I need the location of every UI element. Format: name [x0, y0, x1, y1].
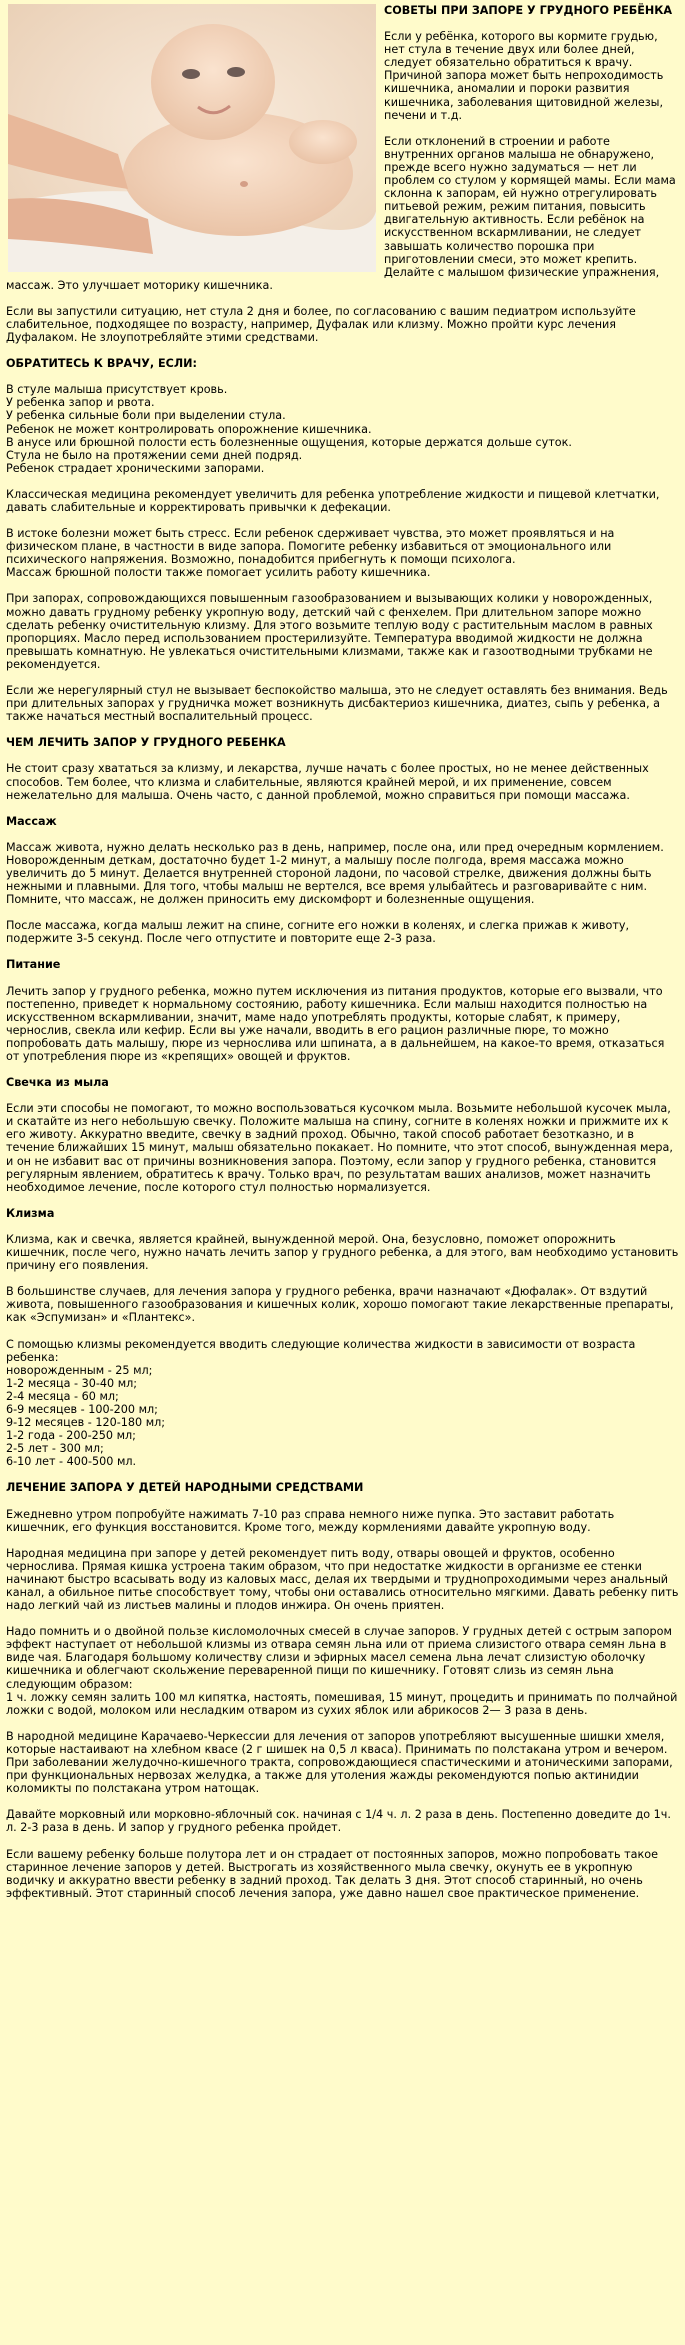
- list-item: Ребенок страдает хроническими запорами.: [6, 461, 265, 475]
- doctor-list: [6, 383, 679, 475]
- baby-photo: [8, 4, 376, 272]
- nutrition-heading: Питание: [6, 958, 61, 972]
- intro-paragraph-2: Если отклонений в строении и работе внутренних органов малыша не обнаружено, прежде всего нужно задуматься — нет ли проблем со стулом у кормящей мамы. Если мама склонна к запорам, ей нужно отрегулировать питьевой режим, режим питания, повысить двигательную активность. Если ребёнок на искусственном вскармливании, не следует завышать количество порошка при приготовлении смеси, это может крепить.: [384, 134, 676, 266]
- intro-paragraph-1: Если у ребёнка, которого вы кормите грудью, нет стула в течение двух или более дней, следует обязательно обратиться к врачу. Причиной запора может быть непроходимость кишечника, аномалии и пороки развития кишечника, заболевания щитовидной железы, печени и т.д.: [384, 30, 664, 122]
- soap-heading: Свечка из мыла: [6, 1076, 109, 1090]
- list-item: У ребенка сильные боли при выделении стула.: [6, 409, 286, 423]
- list-item: У ребенка запор и рвота.: [6, 396, 155, 410]
- doctor-paragraph-4: Если же нерегулярный стул не вызывает беспокойство малыша, это не следует оставлять без внимания. Ведь при длительных запорах у грудничка может возникнуть дисбактериоз кишечника, диатез, сыпь у ребенка, а также начаться местный воспалительный процесс.: [6, 684, 668, 724]
- massage-paragraph-1: Массаж живота, нужно делать несколько раз в день, например, после она, или пред очередным кормлением. Новорожденным деткам, достаточно будет 1-2 минут, а малышу после полгода, время массажа можно увеличить до 5 минут. Делается внутренней стороной ладони, по часовой стрелке, движения должны быть нежными и плавными. Для того, чтобы малыш не вертелся, все время улыбайтесь и разговаривайте с ним. Помните, что массаж, не должен приносить ему дискомфорт и болезненные ощущения.: [6, 840, 664, 907]
- folk-paragraph-2: Народная медицина при запоре у детей рекомендует пить воду, отвары овощей и фруктов, особенно чернослива. Прямая кишка устроена таким образом, что при недостатке жидкости в организме ее стенки начинают быстро всасывать воду из каловых масс, делая их твердыми и труднопроходимыми через анальный канал, а обильное питье способствует тому, чтобы они оставались относительно мягкими. Давать ребенку пить надо легкий чай из листьев малины и плодов инжира. Он очень приятен.: [6, 1546, 679, 1613]
- page-title: СОВЕТЫ ПРИ ЗАПОРЕ У ГРУДНОГО РЕБЁНКА: [384, 4, 673, 17]
- enema-paragraph-2: В большинстве случаев, для лечения запора у грудного ребенка, врачи назначают «Дюфалак». От вздутий живота, повышенного газообразования и кишечных колик, хорошо помогают такие лекарственные препараты, как «Эспумизан» и «Плантекс».: [6, 1285, 674, 1325]
- massage-paragraph-2: После массажа, когда малыш лежит на спине, согните его ножки в коленях, и слегка прижав к животу, подержите 3-5 секунд. После чего отпустите и повторите еще 2-3 раза.: [6, 919, 630, 946]
- list-item: 2-5 лет - 300 мл;: [6, 1442, 104, 1456]
- treat-paragraph-1: Не стоит сразу хвататься за клизму, и лекарства, лучше начать с более простых, но не менее действенных способов. Тем более, что клизма и слабительные, являются крайней мерой, и их применение, совсем нежелательно для малыша. Очень часто, с данной проблемой, можно справиться при помощи массажа.: [6, 762, 649, 802]
- list-item: В стуле малыша присутствует кровь.: [6, 383, 228, 397]
- list-item: 1-2 года - 200-250 мл;: [6, 1429, 136, 1443]
- baby-illustration: [8, 4, 376, 272]
- list-item: 6-9 месяцев - 100-200 мл;: [6, 1402, 158, 1416]
- nutrition-paragraph-1: Лечить запор у грудного ребенка, можно путем исключения из питания продуктов, которые его вызвали, что постепенно, приведет к нормальному состоянию, работу кишечника. Если малыш находится полностью на искусственном вскармливании, значит, маме надо употреблять продукты, которые слабят, к примеру, чернослив, свекла или кефир. Если вы уже начали, вводить в его рацион различные пюре, то можно попробовать дать малышу, пюре из чернослива или шпината, а в дальнейшем, на какое-то время, отказаться от употребления пюре из «крепящих» овощей и фруктов.: [6, 984, 665, 1063]
- intro-paragraph-4: Если вы запустили ситуацию, нет стула 2 дня и более, по согласованию с вашим педиатром используйте слабительное, подходящее по возрасту, например, Дуфалак или клизму. Можно пройти курс лечения Дуфалаком. Не злоупотребляйте этими средствами.: [6, 304, 636, 345]
- folk-paragraph-4b: При заболевании желудочно-кишечного тракта, сопровождающиеся спастическими и атоническими запорами, при функциональных нервозах желудка, а также для утоления жажды рекомендуются попью актинидии коломикты по полстакана утром натощак.: [6, 1756, 673, 1796]
- folk-paragraph-5: Давайте морковный или морковно-яблочный сок. начиная с 1/4 ч. л. 2 раза в день. Постепенно доведите до 1ч. л. 2-3 раза в день. И запор у грудного ребенка пройдет.: [6, 1808, 671, 1835]
- list-item: 9-12 месяцев - 120-180 мл;: [6, 1416, 166, 1430]
- doctor-paragraph-3: При запорах, сопровождающихся повышенным газообразованием и вызывающих колики у новорожденных, можно давать грудному ребенку укропную воду, детский чай с фенхелем. При длительном запоре можно сделать ребенку очистительную клизму. Для этого возьмите теплую воду с растительным маслом в равных пропорциях. Масло перед использованием простерилизуйте. Температура вводимой жидкости не должна превышать комнатную. Не увлекаться очистительными клизмами, также как и газоотводными трубками не рекомендуется.: [6, 592, 653, 671]
- folk-paragraph-1: Ежедневно утром попробуйте нажимать 7-10 раз справа немного ниже пупка. Это заставит работать кишечник, его функция восстановится. Кроме того, между кормлениями давайте укропную воду.: [6, 1507, 615, 1534]
- enema-paragraph-3: С помощью клизмы рекомендуется вводить следующие количества жидкости в зависимости от возраста ребенка:: [6, 1337, 636, 1364]
- list-item: 6-10 лет - 400-500 мл.: [6, 1455, 137, 1469]
- list-item: новорожденным - 25 мл;: [6, 1363, 153, 1377]
- doctor-paragraph-2b: Массаж брюшной полости также помогает усилить работу кишечника.: [6, 566, 431, 580]
- list-item: 2-4 месяца - 60 мл;: [6, 1389, 119, 1403]
- doctor-paragraph-2: В истоке болезни может быть стресс. Если ребенок сдерживает чувства, это может проявляться и на физическом плане, в частности в виде запора. Помогите ребенку избавиться от эмоционального или психического напряжения. Возможно, понадобится прибегнуть к помощи психолога.: [6, 527, 615, 567]
- folk-paragraph-3b: 1 ч. ложку семян залить 100 мл кипятка, настоять, помешивая, 15 минут, процедить и принимать по полчайной ложки с водой, молоком или несладким отваром из сухих яблок или абрикосов 2— 3 раза в день.: [6, 1690, 678, 1717]
- doctor-heading: ОБРАТИТЕСЬ К ВРАЧУ, ЕСЛИ:: [6, 357, 198, 371]
- folk-paragraph-4: В народной медицине Карачаево-Черкессии для лечения от запоров употребляют высушенные шишки хмеля, которые настаивают на хлебном квасе (2 г шишек на 0,5 л кваса). Принимать по полстакана утром и вечером.: [6, 1729, 668, 1756]
- massage-heading: Массаж: [6, 814, 57, 828]
- folk-paragraph-3: Надо помнить и о двойной пользе кисломолочных смесей в случае запоров. У грудных детей с острым запором эффект наступает от небольшой клизмы из отвара семян льна или от приема слизистого отвара семян льна в виде чая. Благодаря большому количеству слизи и эфирных масел семена льна лечат слизистую оболочку кишечника и облегчают скольжение переваренной пищи по кишечнику. Готовят слизь из семян льна следующим образом:: [6, 1625, 672, 1691]
- list-item: Ребенок не может контролировать опорожнение кишечника.: [6, 422, 372, 436]
- soap-paragraph-1: Если эти способы не помогают, то можно воспользоваться кусочком мыла. Возьмите небольшой кусочек мыла, и скатайте из него небольшую свечку. Положите малыша на спину, согните в коленях ножки и прижмите их к его животу. Аккуратно введите, свечку в задний проход. Обычно, такой способ работает безотказно, и в течение ближайших 15 минут, малыш обязательно покакает. Но помните, что этот способ, вынужденная мера, и он не избавит вас от причины возникновения запора. Поэтому, если запор у грудного ребенка, становится регулярным явлением, обратитесь к врачу. Только врач, по результатам ваших анализов, может назначить необходимое лечение, после которого стул полностью нормализуется.: [6, 1102, 673, 1194]
- list-item: В анусе или брюшной полости есть болезненные ощущения, которые держатся дольше суток.: [6, 435, 572, 449]
- folk-paragraph-6: Если вашему ребенку больше полутора лет и он страдает от постоянных запоров, можно попробовать такое старинное лечение запоров у детей. Выстрогать из хозяйственного мыла свечку, окунуть ее в укропную водичку и аккуратно ввести ребенку в задний проход. Так делать 3 дня. Этот способ старинный, но очень эффективный. Этот старинный способ лечения запора, уже давно нашел свое практическое применение.: [6, 1847, 658, 1900]
- list-item: Стула не было на протяжении семи дней подряд.: [6, 448, 303, 462]
- folk-heading: ЛЕЧЕНИЕ ЗАПОРА У ДЕТЕЙ НАРОДНЫМИ СРЕДСТВАМИ: [6, 1481, 364, 1495]
- treat-heading: ЧЕМ ЛЕЧИТЬ ЗАПОР У ГРУДНОГО РЕБЕНКА: [6, 736, 286, 750]
- intro-paragraph-3: Делайте с малышом физические упражнения, массаж. Это улучшает моторику кишечника.: [6, 265, 660, 292]
- doctor-paragraph-1: Классическая медицина рекомендует увеличить для ребенка употребление жидкости и пищевой клетчатки, давать слабительные и корректировать привычки к дефекации.: [6, 487, 660, 514]
- list-item: 1-2 месяца - 30-40 мл;: [6, 1376, 138, 1390]
- enema-heading: Клизма: [6, 1206, 55, 1220]
- enema-amounts-list: [6, 1364, 679, 1469]
- enema-paragraph-1: Клизма, как и свечка, является крайней, вынужденной мерой. Она, безусловно, поможет опорожнить кишечник, после чего, нужно начать лечить запор у грудного ребенка, а для этого, вам необходимо установить причину его появления.: [6, 1232, 679, 1273]
